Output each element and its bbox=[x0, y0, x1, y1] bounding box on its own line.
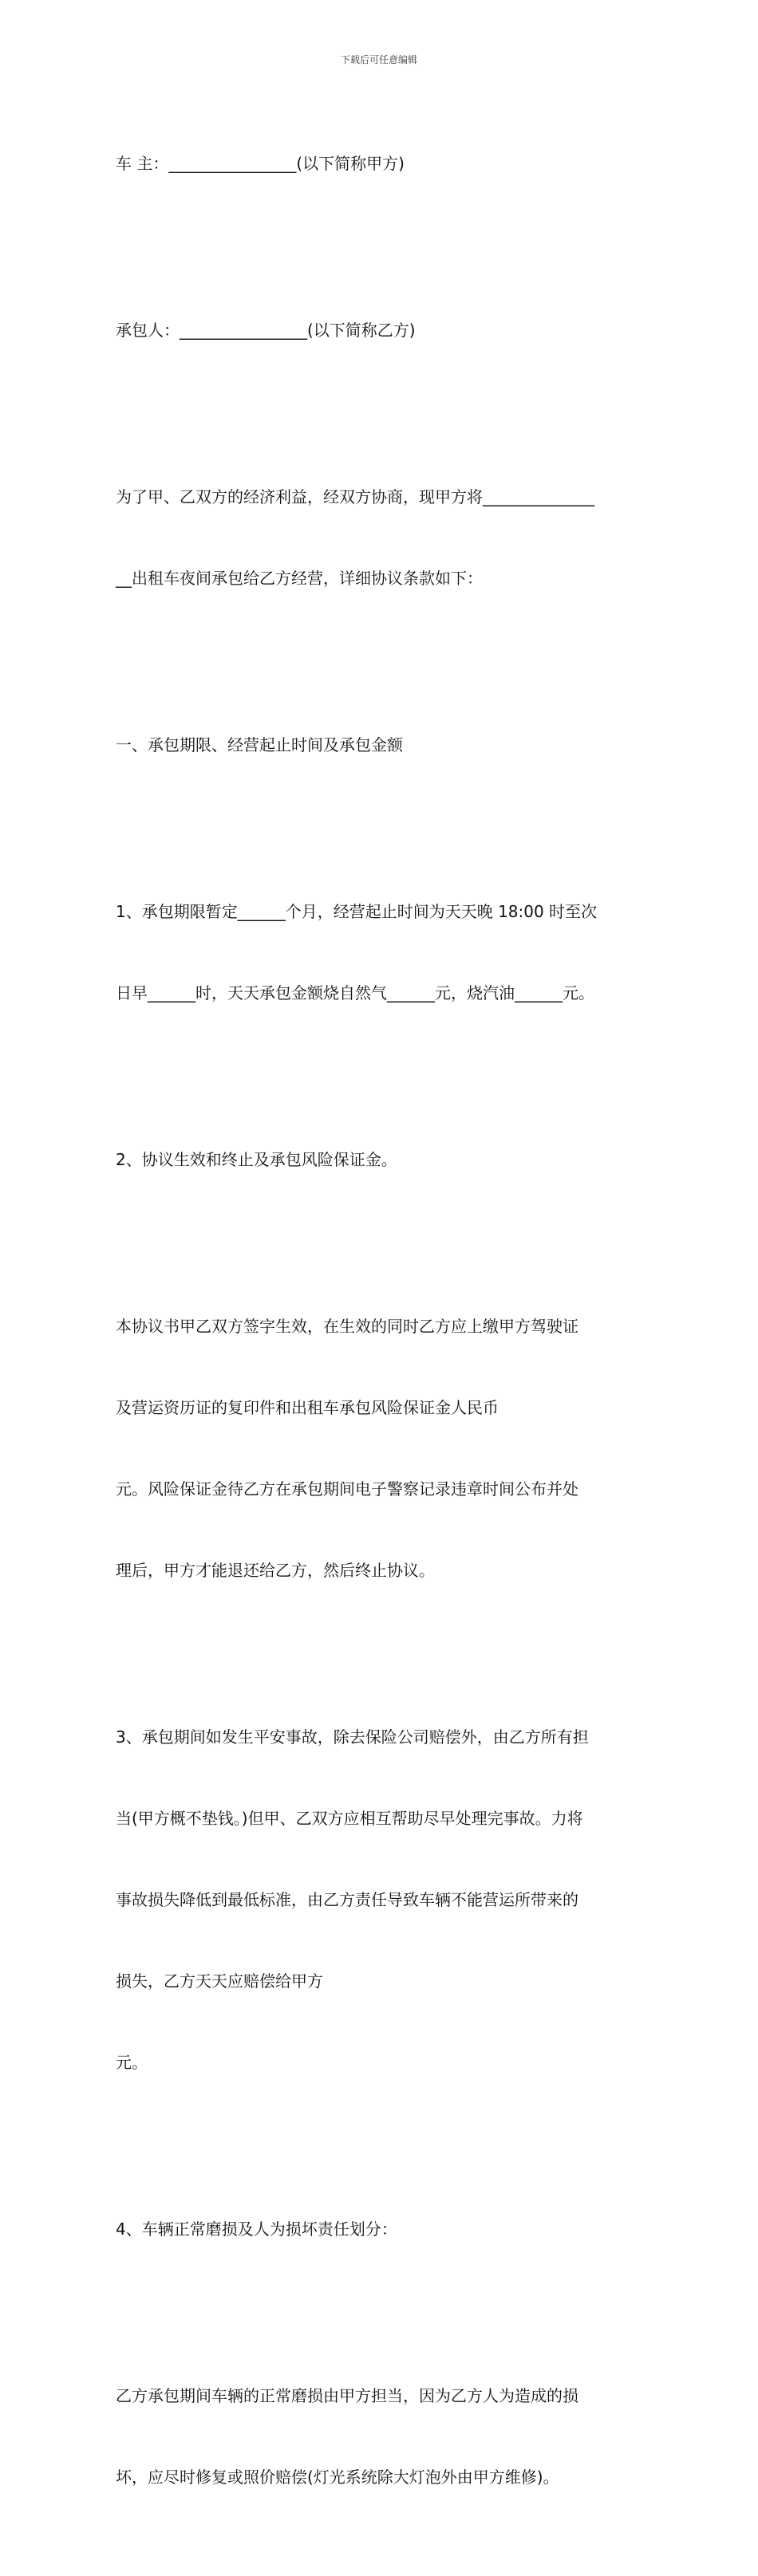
paragraph-intro bbox=[116, 429, 650, 646]
text-line: 4、车辆正常磨损及人为损坏责任划分： bbox=[116, 2220, 397, 2239]
text-line: 元。风险保证金待乙方在承包期间电子警察记录违章时间公布并处 bbox=[116, 1479, 578, 1499]
clause-3 bbox=[116, 1669, 650, 2130]
text-line: 3、承包期间如发生平安事故，除去保险公司赔偿外，由乙方所有担 bbox=[116, 1727, 589, 1747]
text-line: 事故损失降低到最低标准，由乙方责任导致车辆不能营运所带来的 bbox=[116, 1890, 578, 1909]
paragraph-owner bbox=[116, 96, 650, 231]
text-line: 当(甲方概不垫钱。)但甲、乙双方应相互帮助尽早处理完事故。力将 bbox=[116, 1809, 583, 1828]
text-line: 为了甲、乙双方的经济利益，经双方协商，现甲方将______________ bbox=[116, 487, 594, 506]
clause-2-body bbox=[116, 1258, 650, 1638]
text-line: 坏，应尽时修复或照价赔偿(灯光系统除大灯泡外由甲方维修)。 bbox=[116, 2468, 559, 2487]
text-line: __出租车夜间承包给乙方经营，详细协议条款如下： bbox=[116, 569, 483, 588]
clause-1 bbox=[116, 844, 650, 1061]
text-line: 承包人：________________(以下简称乙方) bbox=[116, 321, 416, 340]
clause-2 bbox=[116, 1092, 650, 1227]
text-line: 2、协议生效和终止及承包风险保证金。 bbox=[116, 1150, 397, 1169]
clause-4 bbox=[116, 2161, 650, 2297]
text-line: 一、承包期限、经营起止时间及承包金额 bbox=[116, 735, 403, 754]
text-line: 元。 bbox=[116, 2053, 148, 2072]
text-line: 本协议书甲乙双方签字生效，在生效的同时乙方应上缴甲方驾驶证 bbox=[116, 1317, 578, 1336]
text-line: 车 主：________________(以下简称甲方) bbox=[116, 154, 405, 173]
text-line: 理后，甲方才能退还给乙方，然后终止协议。 bbox=[116, 1561, 435, 1580]
text-line: 1、承包期限暂定______个月，经营起止时间为天天晚 18:00 时至次 bbox=[116, 902, 598, 921]
text-line: 损失，乙方天天应赔偿给甲方 bbox=[116, 1971, 323, 1991]
text-line: 及营运资历证的复印件和出租车承包风险保证金人民币 bbox=[116, 1398, 499, 1417]
text-line: 日早______时，天天承包金额烧自然气______元，烧汽油______元。 bbox=[116, 983, 594, 1002]
paragraph-contractor bbox=[116, 262, 650, 398]
clause-4-body bbox=[116, 2328, 650, 2545]
page-header: 下载后可任意编辑 bbox=[340, 54, 417, 65]
document-body bbox=[116, 96, 650, 2576]
text-line: 乙方承包期间车辆的正常磨损由甲方担当，因为乙方人为造成的损 bbox=[116, 2386, 578, 2405]
section-heading bbox=[116, 677, 650, 813]
